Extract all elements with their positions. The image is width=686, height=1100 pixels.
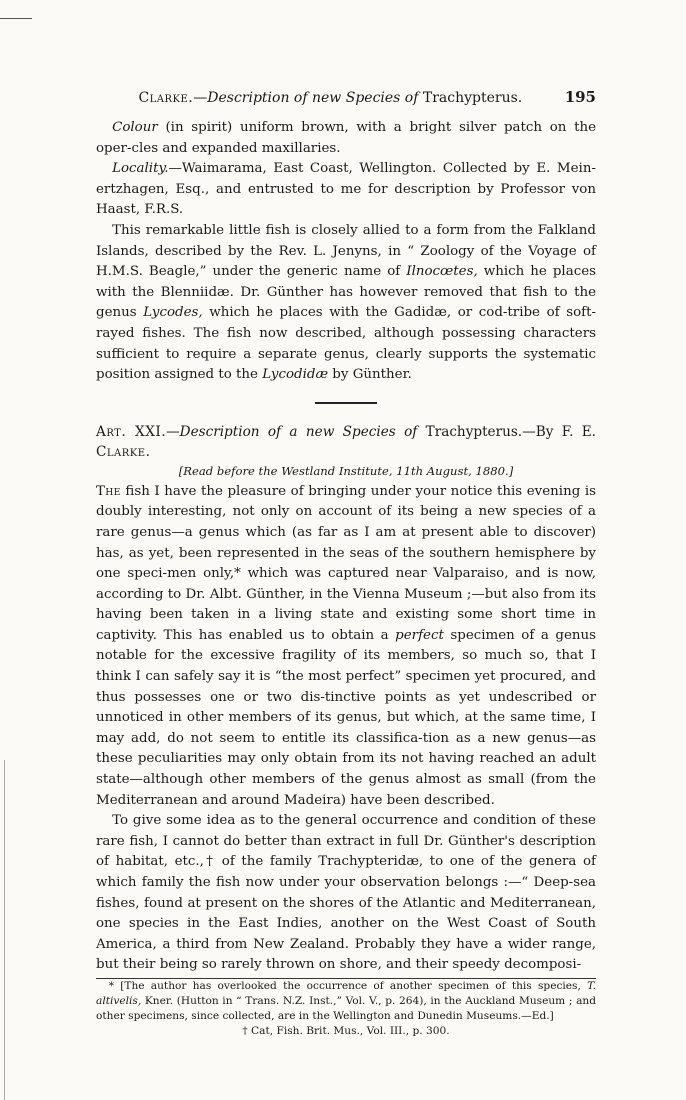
section-divider (315, 402, 377, 404)
locality-paragraph: Locality.—Waimarama, East Coast, Wellington. Collected by E. Mein-ertzhagen, Esq., and entrusted to me for description by Professor von Haast, F.R.S. (96, 161, 596, 218)
footnote-1: * [The author has overlooked the occurrence of another specimen of this species, T. altivelis, Kner. (Hutton in “ Trans. N.Z. Inst.,” Vol. V., p. 264), in the Auckland Museum ; and other specimens, since collected, are in the Wellington and Dunedin Museums.—Ed.] (96, 979, 596, 1022)
article-paragraph-1: The fish I have the pleasure of bringing under your notice this evening is doubly interesting, not only on account of its being a new species of a rare genus—a genus which (as far as I am at present able to discover) has, as yet, been represented in the seas of the southern hemisphere by one speci-men only,* which was captured near Valparaiso, and is now, according to Dr. Albt. Günther, in the Vienna Museum ;—but also from its having been taken in a living state and existing some short time in captivity. This has enabled us to obtain a perfect specimen of a genus notable for the excessive fragility of its members, so much so, that I think I can safely say it is “the most perfect” specimen yet procured, and thus possesses one or two dis-tinctive points as yet undescribed or unnoticed in other members of its genus, but which, at the same time, I may add, do not seem to entitle its classifica-tion as a new genus—as these peculiarities may only obtain from its not having reached an adult state—although other members of the genus almost as small (from the Mediterranean and around Madeira) have been described. (96, 483, 596, 808)
article-paragraph-2: To give some idea as to the general occurrence and condition of these rare fish, I cannot do better than extract in full Dr. Günther's description of habitat, etc.,† of the family Trachypteridæ, to one of the genera of which family the fish now under your observation belongs :—“ Deep-sea fishes, found at present on the shores of the Atlantic and Mediterranean, one species in the East Indies, another on the West Coast of South America, a third from New Zealand. Probably they have a wider range, but their being so rarely thrown on shore, and their speedy decomposi- (96, 813, 596, 973)
page (96, 88, 596, 1039)
remarks-paragraph: This remarkable little fish is closely allied to a form from the Falkland Islands, described by the Rev. L. Jenyns, in “ Zoology of the Voyage of H.M.S. Beagle,” under the generic name of Ilnocœtes, which he places with the Blenniidæ. Dr. Günther has however removed that fish to the genus Lycodes, which he places with the Gadidæ, or cod-tribe of soft-rayed fishes. The fish now described, although possessing characters sufficient to require a separate genus, clearly supports the systematic position assigned to the Lycodidæ by Günther. (96, 222, 597, 383)
running-header (96, 88, 596, 106)
margin-line (4, 760, 9, 1100)
footnote-2: † Cat, Fish. Brit. Mus., Vol. III., p. 300. (242, 1024, 450, 1037)
colour-paragraph: Colour (in spirit) uniform brown, with a bright silver patch on the oper-cles and expanded maxillaries. (96, 120, 596, 156)
corner-rule (0, 18, 32, 19)
article-heading: Art. XXI.—Description of a new Species of Trachypterus.—By F. E. Clarke. (96, 423, 596, 460)
read-before-note: [Read before the Westland Institute, 11th August, 1880.] (178, 463, 514, 478)
page-number: 195 (564, 88, 596, 106)
footnotes (96, 979, 596, 1039)
running-title: Clarke.—Description of new Species of Trachypterus. (138, 90, 523, 106)
